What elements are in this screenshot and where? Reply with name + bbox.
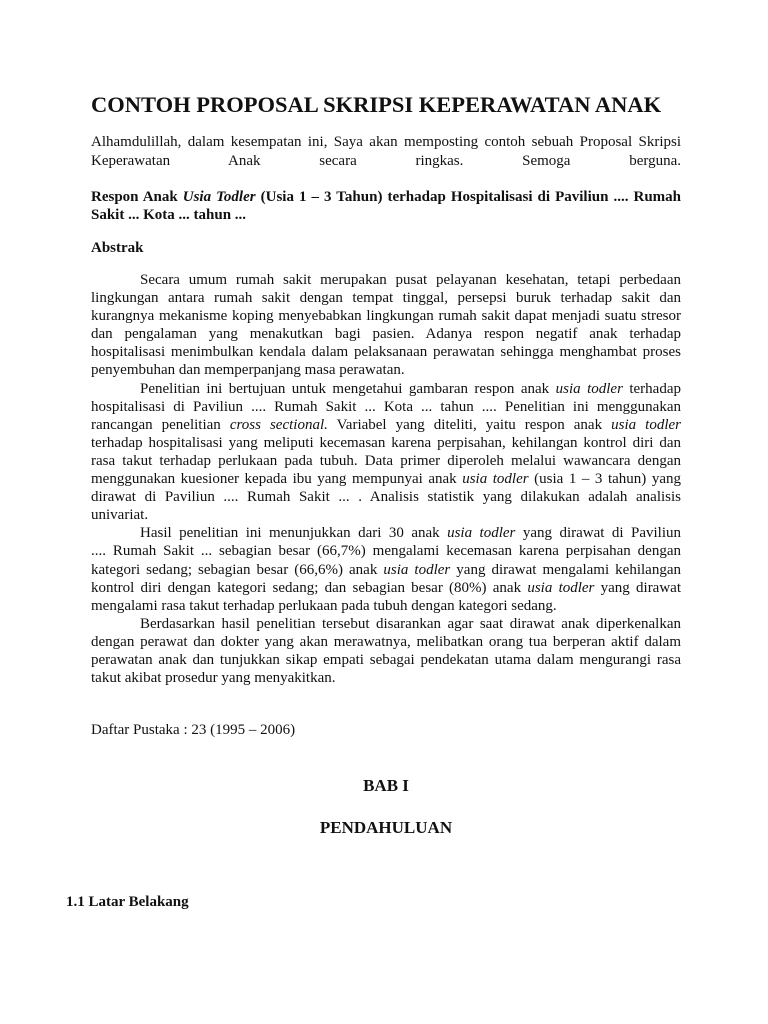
italic-term: usia todler xyxy=(527,579,595,596)
text-segment: rancangan penelitian xyxy=(91,416,230,433)
intro-line: Keperawatan Anak secara ringkas. Semoga berguna. xyxy=(91,152,681,169)
abstract-line: .... Rumah Sakit ... sebagian besar (66,7%) mengalami kecemasan karena perpisahan dengan xyxy=(91,543,681,560)
abstract-paragraph xyxy=(91,271,681,380)
abstract-line xyxy=(91,579,681,597)
abstract-line xyxy=(91,380,681,398)
abstract-line: dirawat di Paviliun .... Rumah Sakit ... . Analisis statistik yang dilakukan adalah analisis xyxy=(91,489,681,506)
italic-term: usia todler xyxy=(462,471,529,488)
abstract-line xyxy=(91,524,681,542)
italic-term: usia todler xyxy=(447,525,516,542)
italic-term: usia todler xyxy=(383,561,451,578)
abstract-heading: Abstrak xyxy=(91,240,144,256)
italic-term: usia todler xyxy=(555,380,623,397)
thesis-title xyxy=(91,188,681,224)
text-segment: Variabel yang diteliti, yaitu respon anak xyxy=(327,416,612,433)
abstract-paragraph xyxy=(91,615,681,687)
text-segment: (usia 1 – 3 tahun) yang xyxy=(528,471,681,488)
italic-term: cross sectional. xyxy=(229,416,328,433)
abstract-line xyxy=(91,416,681,434)
abstract-line: Berdasarkan hasil penelitian tersebut disarankan agar saat dirawat anak diperkenalkan xyxy=(140,615,681,632)
text-segment: (Usia 1 – 3 Tahun) terhadap Hospitalisasi di Paviliun .... Rumah xyxy=(255,189,682,205)
abstract-paragraph xyxy=(91,524,681,614)
text-segment: yang dirawat di Paviliun xyxy=(515,525,681,542)
abstract-line: Secara umum rumah sakit merupakan pusat pelayanan kesehatan, tetapi perbedaan xyxy=(140,272,681,288)
abstract-line: penyembuhan dan memperpanjang masa perawatan. xyxy=(91,362,405,379)
abstract-line: dengan perawat dan dokter yang akan merawatnya, melibatkan orang tua berperan aktif dalam xyxy=(91,633,681,650)
abstract-line: univariat. xyxy=(91,507,149,524)
abstract-line: kurangnya mekanisme koping menyebabkan lingkungan rumah sakit dapat menjadi suatu stresor xyxy=(91,308,681,325)
text-segment: menggunakan kuesioner kepada ibu yang mempunyai anak xyxy=(91,471,463,488)
text-segment: yang dirawat xyxy=(594,579,682,596)
abstract-line: takut akibat prosedur yang menyakitkan. xyxy=(91,670,336,687)
chapter-number: BAB I xyxy=(363,776,409,795)
text-segment: terhadap xyxy=(622,380,681,397)
text-segment: kontrol diri dengan kategori sedang; dan sebagian besar (80%) anak xyxy=(91,579,528,596)
text-segment: Respon Anak xyxy=(91,189,183,205)
intro-line: Alhamdulillah, dalam kesempatan ini, Saya akan memposting contoh sebuah Proposal Skripsi xyxy=(91,134,681,150)
abstract-body xyxy=(91,271,681,687)
abstract-line: lingkungan antara rumah sakit dengan tempat tinggal, persepsi buruk terhadap sakit dan xyxy=(91,290,681,307)
text-segment: Penelitian ini bertujuan untuk mengetahui gambaran respon anak xyxy=(140,380,556,397)
intro-paragraph xyxy=(91,133,681,170)
text-segment: Hasil penelitian ini menunjukkan dari 30 anak xyxy=(140,525,448,542)
abstract-line: perawatan anak dan tunjukkan sikap empati sebagai pendekatan utama dalam mengurangi rasa xyxy=(91,651,681,668)
document-title: CONTOH PROPOSAL SKRIPSI KEPERAWATAN ANAK xyxy=(91,92,662,117)
abstract-line: hospitalisasi menimbulkan kendala dalam pelaksanaan perawatan sehingga menghambat proses xyxy=(91,344,681,361)
italic-term: Usia Todler xyxy=(182,189,256,205)
abstract-line: terhadap hospitalisasi yang meliputi kecemasan karena perpisahan, kehilangan kontrol diri dan xyxy=(91,434,681,451)
thesis-title-line: Sakit ... Kota ... tahun ... xyxy=(91,207,247,223)
abstract-line: mengalami rasa takut terhadap perlukaan pada tubuh dengan kategori sedang. xyxy=(91,597,557,614)
abstract-line: rasa takut terhadap perlukaan pada tubuh. Data primer diperoleh melalui wawancara dengan xyxy=(91,452,681,469)
abstract-line: hospitalisasi di Paviliun .... Rumah Sakit ... Kota ... tahun .... Penelitian ini menggunakan xyxy=(91,398,681,415)
italic-term: usia todler xyxy=(611,416,681,433)
section-heading: 1.1 Latar Belakang xyxy=(66,894,189,910)
references-note: Daftar Pustaka : 23 (1995 – 2006) xyxy=(91,722,296,738)
thesis-title-line xyxy=(91,188,681,206)
abstract-line xyxy=(91,470,681,488)
abstract-line: dan pengalaman yang menakutkan bagi pasien. Adanya respon negatif anak terhadap xyxy=(91,326,681,343)
text-segment: kategori sedang; sebagian besar (66,6%) anak xyxy=(91,561,384,578)
abstract-paragraph xyxy=(91,380,681,525)
abstract-line xyxy=(91,561,681,579)
chapter-title: PENDAHULUAN xyxy=(319,818,453,837)
text-segment: yang dirawat mengalami kehilangan xyxy=(450,561,681,578)
